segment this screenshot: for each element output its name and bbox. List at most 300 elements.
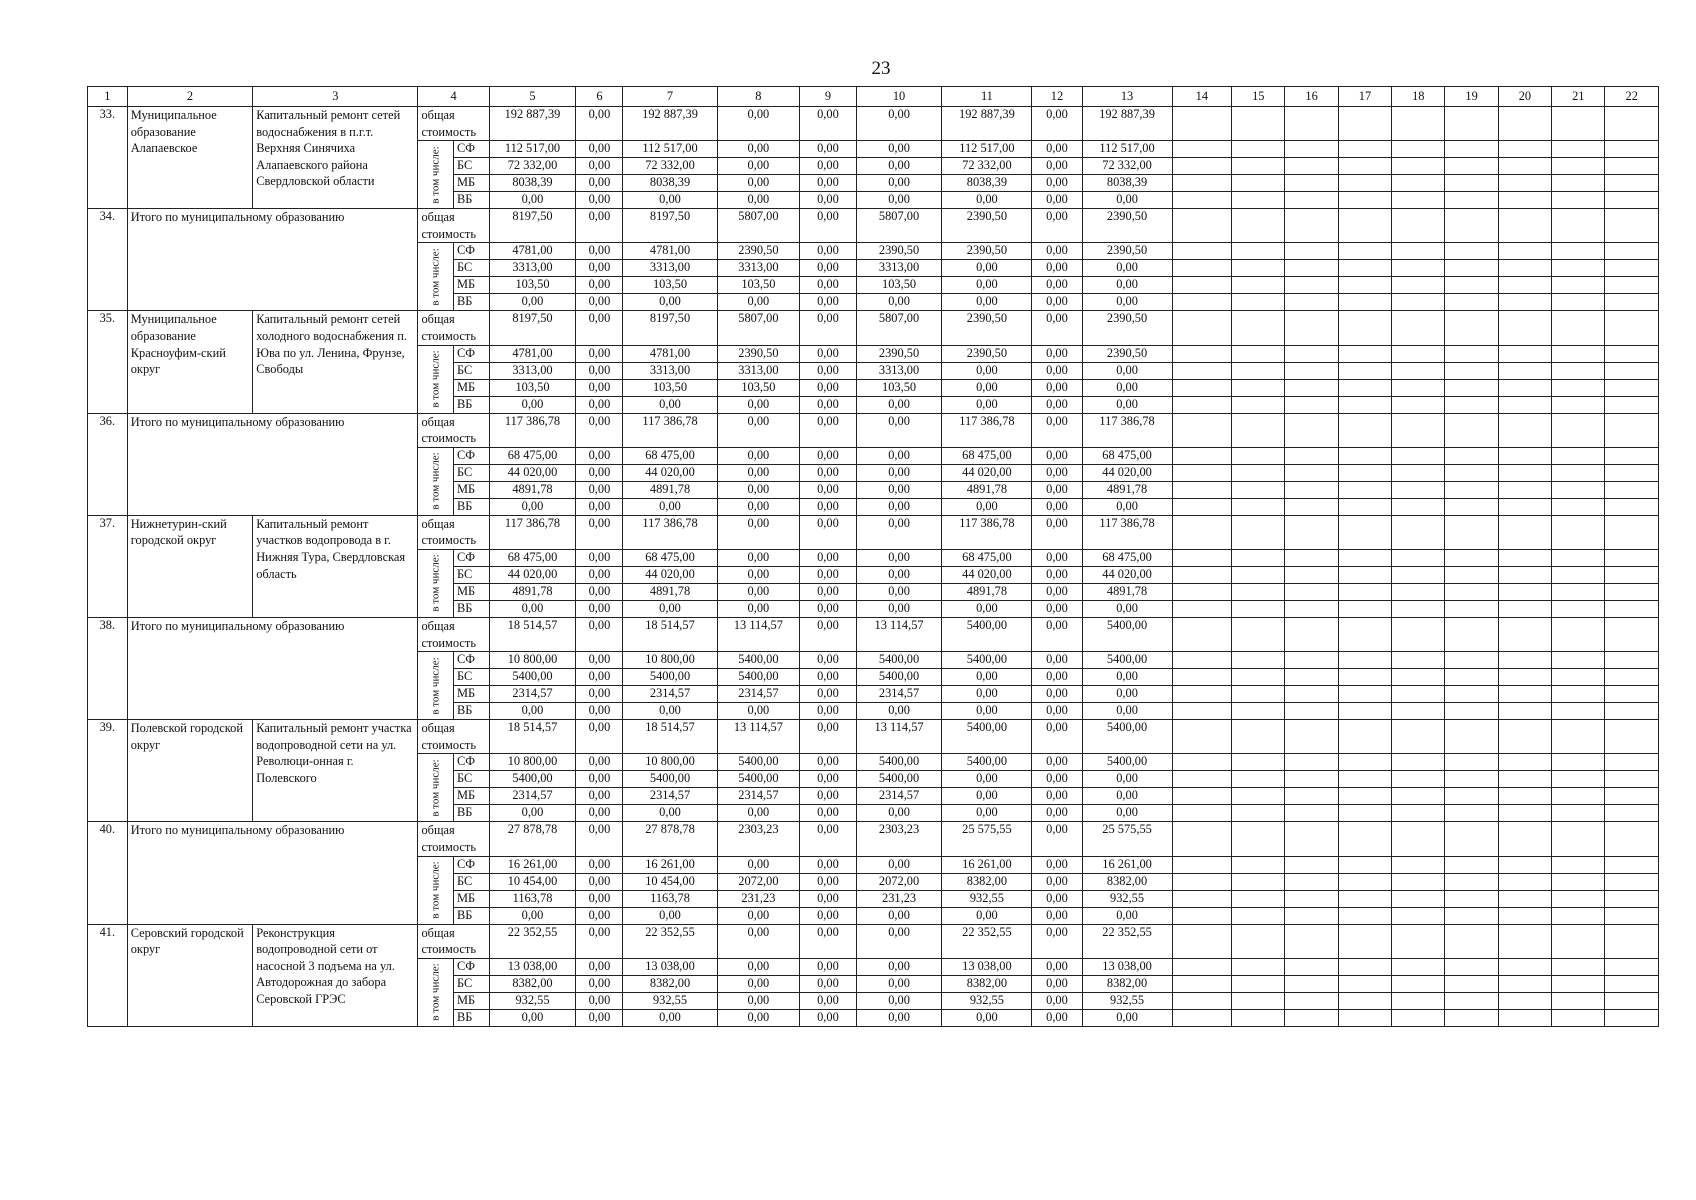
empty-cell	[1392, 720, 1445, 754]
empty-cell	[1172, 771, 1232, 788]
empty-cell	[1552, 873, 1605, 890]
value-cell: 44 020,00	[623, 464, 717, 481]
funding-source-label: СФ	[454, 754, 490, 771]
value-cell: 8038,39	[623, 175, 717, 192]
funding-source-label: БС	[454, 771, 490, 788]
empty-cell	[1172, 209, 1232, 243]
empty-cell	[1498, 1009, 1551, 1026]
value-cell: 0,00	[489, 600, 576, 617]
column-number: 4	[418, 87, 489, 107]
value-cell: 0,00	[717, 805, 800, 822]
value-cell: 932,55	[1082, 992, 1172, 1009]
value-cell: 18 514,57	[623, 617, 717, 651]
empty-cell	[1445, 481, 1498, 498]
value-cell: 2390,50	[942, 345, 1032, 362]
empty-cell	[1605, 788, 1659, 805]
empty-cell	[1285, 600, 1338, 617]
value-cell: 0,00	[576, 907, 623, 924]
value-cell: 5400,00	[942, 754, 1032, 771]
value-cell: 5400,00	[856, 669, 942, 686]
empty-cell	[1172, 805, 1232, 822]
empty-cell	[1285, 652, 1338, 669]
value-cell: 0,00	[1032, 311, 1082, 345]
value-cell: 0,00	[1082, 294, 1172, 311]
empty-cell	[1232, 362, 1285, 379]
empty-cell	[1392, 158, 1445, 175]
empty-cell	[1338, 209, 1391, 243]
value-cell: 0,00	[1032, 822, 1082, 856]
value-cell: 2390,50	[717, 243, 800, 260]
empty-cell	[1552, 141, 1605, 158]
empty-cell	[1172, 192, 1232, 209]
empty-cell	[1552, 583, 1605, 600]
value-cell: 0,00	[1032, 771, 1082, 788]
empty-cell	[1172, 447, 1232, 464]
empty-cell	[1605, 907, 1659, 924]
value-cell: 0,00	[800, 805, 856, 822]
value-cell: 0,00	[942, 498, 1032, 515]
empty-cell	[1172, 617, 1232, 651]
empty-cell	[1392, 311, 1445, 345]
value-cell: 13 114,57	[717, 720, 800, 754]
value-cell: 44 020,00	[942, 566, 1032, 583]
value-cell: 103,50	[489, 277, 576, 294]
value-cell: 0,00	[576, 362, 623, 379]
value-cell: 2314,57	[856, 686, 942, 703]
value-cell: 0,00	[942, 600, 1032, 617]
row-number: 35.	[88, 311, 128, 413]
value-cell: 0,00	[717, 566, 800, 583]
value-cell: 0,00	[576, 992, 623, 1009]
empty-cell	[1605, 209, 1659, 243]
value-cell: 2390,50	[856, 345, 942, 362]
empty-cell	[1392, 686, 1445, 703]
municipality-name: Муниципальное образование Красноуфим-ский округ	[127, 311, 253, 413]
empty-cell	[1552, 669, 1605, 686]
funding-source-label: МБ	[454, 890, 490, 907]
total-cost-label: общая стоимость	[418, 822, 489, 856]
empty-cell	[1445, 805, 1498, 822]
empty-cell	[1172, 924, 1232, 958]
value-cell: 0,00	[856, 396, 942, 413]
value-cell: 13 114,57	[856, 720, 942, 754]
value-cell: 16 261,00	[942, 856, 1032, 873]
empty-cell	[1445, 464, 1498, 481]
empty-cell	[1392, 583, 1445, 600]
empty-cell	[1552, 464, 1605, 481]
value-cell: 0,00	[1082, 260, 1172, 277]
value-cell: 112 517,00	[1082, 141, 1172, 158]
empty-cell	[1498, 260, 1551, 277]
column-number: 17	[1338, 87, 1391, 107]
value-cell: 5400,00	[942, 652, 1032, 669]
value-cell: 0,00	[1032, 379, 1082, 396]
empty-cell	[1392, 890, 1445, 907]
empty-cell	[1605, 464, 1659, 481]
value-cell: 5807,00	[717, 311, 800, 345]
empty-cell	[1285, 720, 1338, 754]
empty-cell	[1338, 464, 1391, 481]
total-cost-label: общая стоимость	[418, 924, 489, 958]
value-cell: 0,00	[800, 379, 856, 396]
value-cell: 5400,00	[1082, 617, 1172, 651]
empty-cell	[1392, 362, 1445, 379]
value-cell: 4891,78	[623, 583, 717, 600]
empty-cell	[1498, 822, 1551, 856]
value-cell: 0,00	[942, 379, 1032, 396]
value-cell: 0,00	[800, 958, 856, 975]
value-cell: 0,00	[800, 464, 856, 481]
empty-cell	[1172, 958, 1232, 975]
funding-source-label: БС	[454, 464, 490, 481]
empty-cell	[1232, 992, 1285, 1009]
value-cell: 0,00	[1032, 600, 1082, 617]
empty-cell	[1605, 856, 1659, 873]
empty-cell	[1285, 209, 1338, 243]
table-row-total	[88, 617, 1659, 651]
value-cell: 68 475,00	[942, 549, 1032, 566]
empty-cell	[1172, 107, 1232, 141]
empty-cell	[1445, 362, 1498, 379]
value-cell: 0,00	[800, 141, 856, 158]
empty-cell	[1338, 720, 1391, 754]
empty-cell	[1392, 958, 1445, 975]
value-cell: 0,00	[576, 294, 623, 311]
empty-cell	[1232, 260, 1285, 277]
in-total-text: в том числе:	[429, 963, 442, 1021]
empty-cell	[1552, 549, 1605, 566]
empty-cell	[1445, 975, 1498, 992]
value-cell: 2390,50	[942, 243, 1032, 260]
value-cell: 5400,00	[717, 771, 800, 788]
empty-cell	[1498, 413, 1551, 447]
value-cell: 0,00	[717, 107, 800, 141]
value-cell: 0,00	[942, 805, 1032, 822]
empty-cell	[1232, 873, 1285, 890]
empty-cell	[1232, 652, 1285, 669]
empty-cell	[1172, 345, 1232, 362]
empty-cell	[1552, 345, 1605, 362]
empty-cell	[1605, 515, 1659, 549]
value-cell: 0,00	[717, 1009, 800, 1026]
value-cell: 0,00	[489, 907, 576, 924]
data-table	[87, 86, 1659, 1027]
value-cell: 0,00	[1032, 856, 1082, 873]
empty-cell	[1552, 958, 1605, 975]
empty-cell	[1498, 720, 1551, 754]
value-cell: 0,00	[800, 1009, 856, 1026]
empty-cell	[1338, 515, 1391, 549]
value-cell: 0,00	[800, 192, 856, 209]
value-cell: 0,00	[1032, 669, 1082, 686]
value-cell: 117 386,78	[942, 515, 1032, 549]
column-number: 22	[1605, 87, 1659, 107]
empty-cell	[1285, 771, 1338, 788]
object-name: Капитальный ремонт участков водопровода в г. Нижняя Тура, Свердловская область	[253, 515, 418, 617]
value-cell: 117 386,78	[1082, 515, 1172, 549]
value-cell: 0,00	[942, 907, 1032, 924]
empty-cell	[1392, 992, 1445, 1009]
empty-cell	[1392, 788, 1445, 805]
empty-cell	[1605, 890, 1659, 907]
empty-cell	[1445, 566, 1498, 583]
in-total-vertical-label	[418, 856, 454, 924]
empty-cell	[1338, 107, 1391, 141]
empty-cell	[1498, 788, 1551, 805]
value-cell: 2314,57	[489, 788, 576, 805]
empty-cell	[1498, 583, 1551, 600]
empty-cell	[1338, 703, 1391, 720]
empty-cell	[1232, 890, 1285, 907]
value-cell: 27 878,78	[489, 822, 576, 856]
empty-cell	[1552, 788, 1605, 805]
empty-cell	[1232, 686, 1285, 703]
empty-cell	[1232, 141, 1285, 158]
empty-cell	[1445, 141, 1498, 158]
column-number: 3	[253, 87, 418, 107]
funding-source-label: СФ	[454, 958, 490, 975]
empty-cell	[1605, 703, 1659, 720]
column-number: 6	[576, 87, 623, 107]
value-cell: 0,00	[576, 788, 623, 805]
table-row-total	[88, 515, 1659, 549]
empty-cell	[1392, 260, 1445, 277]
empty-cell	[1392, 856, 1445, 873]
value-cell: 13 114,57	[856, 617, 942, 651]
value-cell: 5400,00	[1082, 720, 1172, 754]
empty-cell	[1338, 277, 1391, 294]
empty-cell	[1285, 822, 1338, 856]
value-cell: 22 352,55	[623, 924, 717, 958]
value-cell: 2314,57	[623, 686, 717, 703]
empty-cell	[1605, 822, 1659, 856]
value-cell: 2390,50	[942, 209, 1032, 243]
empty-cell	[1232, 958, 1285, 975]
in-total-vertical-label	[418, 754, 454, 822]
empty-cell	[1445, 158, 1498, 175]
value-cell: 0,00	[1032, 617, 1082, 651]
empty-cell	[1498, 158, 1551, 175]
value-cell: 0,00	[856, 141, 942, 158]
empty-cell	[1232, 720, 1285, 754]
value-cell: 0,00	[800, 209, 856, 243]
funding-source-label: ВБ	[454, 805, 490, 822]
empty-cell	[1445, 379, 1498, 396]
value-cell: 10 800,00	[623, 652, 717, 669]
funding-source-label: ВБ	[454, 396, 490, 413]
value-cell: 0,00	[576, 924, 623, 958]
empty-cell	[1285, 958, 1338, 975]
empty-cell	[1392, 175, 1445, 192]
value-cell: 192 887,39	[623, 107, 717, 141]
empty-cell	[1232, 243, 1285, 260]
value-cell: 4781,00	[623, 243, 717, 260]
value-cell: 1163,78	[623, 890, 717, 907]
value-cell: 0,00	[1082, 788, 1172, 805]
value-cell: 10 800,00	[489, 754, 576, 771]
column-number: 18	[1392, 87, 1445, 107]
empty-cell	[1232, 464, 1285, 481]
value-cell: 0,00	[942, 788, 1032, 805]
empty-cell	[1605, 669, 1659, 686]
empty-cell	[1498, 345, 1551, 362]
value-cell: 3313,00	[856, 362, 942, 379]
empty-cell	[1498, 192, 1551, 209]
empty-cell	[1392, 703, 1445, 720]
value-cell: 0,00	[576, 379, 623, 396]
value-cell: 2390,50	[1082, 311, 1172, 345]
column-number: 7	[623, 87, 717, 107]
empty-cell	[1498, 992, 1551, 1009]
value-cell: 0,00	[1082, 907, 1172, 924]
empty-cell	[1338, 1009, 1391, 1026]
value-cell: 0,00	[576, 192, 623, 209]
value-cell: 4891,78	[942, 481, 1032, 498]
value-cell: 0,00	[576, 703, 623, 720]
empty-cell	[1498, 362, 1551, 379]
value-cell: 0,00	[800, 566, 856, 583]
value-cell: 1163,78	[489, 890, 576, 907]
value-cell: 0,00	[800, 396, 856, 413]
value-cell: 0,00	[576, 498, 623, 515]
value-cell: 4891,78	[1082, 481, 1172, 498]
value-cell: 0,00	[800, 771, 856, 788]
empty-cell	[1338, 260, 1391, 277]
value-cell: 0,00	[576, 566, 623, 583]
empty-cell	[1338, 192, 1391, 209]
empty-cell	[1172, 498, 1232, 515]
value-cell: 3313,00	[489, 260, 576, 277]
value-cell: 0,00	[576, 413, 623, 447]
value-cell: 0,00	[576, 583, 623, 600]
value-cell: 0,00	[800, 447, 856, 464]
empty-cell	[1498, 515, 1551, 549]
value-cell: 0,00	[717, 175, 800, 192]
column-number: 21	[1552, 87, 1605, 107]
empty-cell	[1605, 771, 1659, 788]
value-cell: 0,00	[1032, 1009, 1082, 1026]
value-cell: 22 352,55	[942, 924, 1032, 958]
value-cell: 4891,78	[623, 481, 717, 498]
funding-source-label: МБ	[454, 175, 490, 192]
empty-cell	[1338, 924, 1391, 958]
value-cell: 72 332,00	[942, 158, 1032, 175]
value-cell: 112 517,00	[623, 141, 717, 158]
value-cell: 0,00	[717, 141, 800, 158]
value-cell: 0,00	[800, 277, 856, 294]
value-cell: 0,00	[800, 413, 856, 447]
value-cell: 8382,00	[942, 873, 1032, 890]
empty-cell	[1605, 549, 1659, 566]
value-cell: 0,00	[856, 447, 942, 464]
empty-cell	[1605, 975, 1659, 992]
value-cell: 8382,00	[489, 975, 576, 992]
table-row-total	[88, 720, 1659, 754]
table-row-total	[88, 209, 1659, 243]
empty-cell	[1338, 822, 1391, 856]
value-cell: 5400,00	[717, 754, 800, 771]
value-cell: 0,00	[800, 600, 856, 617]
value-cell: 44 020,00	[623, 566, 717, 583]
in-total-vertical-label	[418, 345, 454, 413]
value-cell: 0,00	[576, 600, 623, 617]
value-cell: 68 475,00	[489, 549, 576, 566]
empty-cell	[1445, 703, 1498, 720]
funding-source-label: МБ	[454, 788, 490, 805]
funding-source-label: СФ	[454, 652, 490, 669]
empty-cell	[1445, 771, 1498, 788]
empty-cell	[1172, 379, 1232, 396]
value-cell: 0,00	[576, 277, 623, 294]
value-cell: 8038,39	[489, 175, 576, 192]
empty-cell	[1445, 890, 1498, 907]
value-cell: 68 475,00	[489, 447, 576, 464]
empty-cell	[1232, 481, 1285, 498]
empty-cell	[1285, 396, 1338, 413]
empty-cell	[1445, 396, 1498, 413]
empty-cell	[1552, 447, 1605, 464]
empty-cell	[1285, 243, 1338, 260]
empty-cell	[1498, 975, 1551, 992]
empty-cell	[1552, 311, 1605, 345]
empty-cell	[1552, 856, 1605, 873]
object-name: Капитальный ремонт сетей водоснабжения в п.г.т. Верхняя Синячиха Алапаевского района Свердловской области	[253, 107, 418, 209]
empty-cell	[1445, 873, 1498, 890]
empty-cell	[1445, 992, 1498, 1009]
value-cell: 0,00	[800, 652, 856, 669]
in-total-text: в том числе:	[429, 861, 442, 919]
empty-cell	[1285, 498, 1338, 515]
empty-cell	[1172, 311, 1232, 345]
funding-source-label: МБ	[454, 481, 490, 498]
empty-cell	[1338, 975, 1391, 992]
empty-cell	[1338, 243, 1391, 260]
value-cell: 4781,00	[489, 243, 576, 260]
value-cell: 0,00	[1032, 260, 1082, 277]
value-cell: 932,55	[942, 992, 1032, 1009]
empty-cell	[1172, 788, 1232, 805]
funding-source-label: МБ	[454, 379, 490, 396]
column-number: 5	[489, 87, 576, 107]
empty-cell	[1392, 107, 1445, 141]
in-total-vertical-label	[418, 652, 454, 720]
empty-cell	[1392, 669, 1445, 686]
empty-cell	[1172, 566, 1232, 583]
value-cell: 0,00	[576, 720, 623, 754]
empty-cell	[1605, 447, 1659, 464]
value-cell: 25 575,55	[942, 822, 1032, 856]
empty-cell	[1605, 481, 1659, 498]
empty-cell	[1552, 566, 1605, 583]
empty-cell	[1498, 464, 1551, 481]
value-cell: 16 261,00	[623, 856, 717, 873]
value-cell: 0,00	[1032, 447, 1082, 464]
value-cell: 0,00	[1032, 958, 1082, 975]
value-cell: 103,50	[489, 379, 576, 396]
value-cell: 0,00	[800, 481, 856, 498]
value-cell: 192 887,39	[489, 107, 576, 141]
empty-cell	[1172, 992, 1232, 1009]
value-cell: 0,00	[800, 788, 856, 805]
value-cell: 0,00	[800, 498, 856, 515]
value-cell: 0,00	[856, 907, 942, 924]
value-cell: 5400,00	[942, 720, 1032, 754]
empty-cell	[1285, 754, 1338, 771]
empty-cell	[1232, 294, 1285, 311]
value-cell: 0,00	[800, 311, 856, 345]
value-cell: 0,00	[1032, 992, 1082, 1009]
empty-cell	[1445, 498, 1498, 515]
